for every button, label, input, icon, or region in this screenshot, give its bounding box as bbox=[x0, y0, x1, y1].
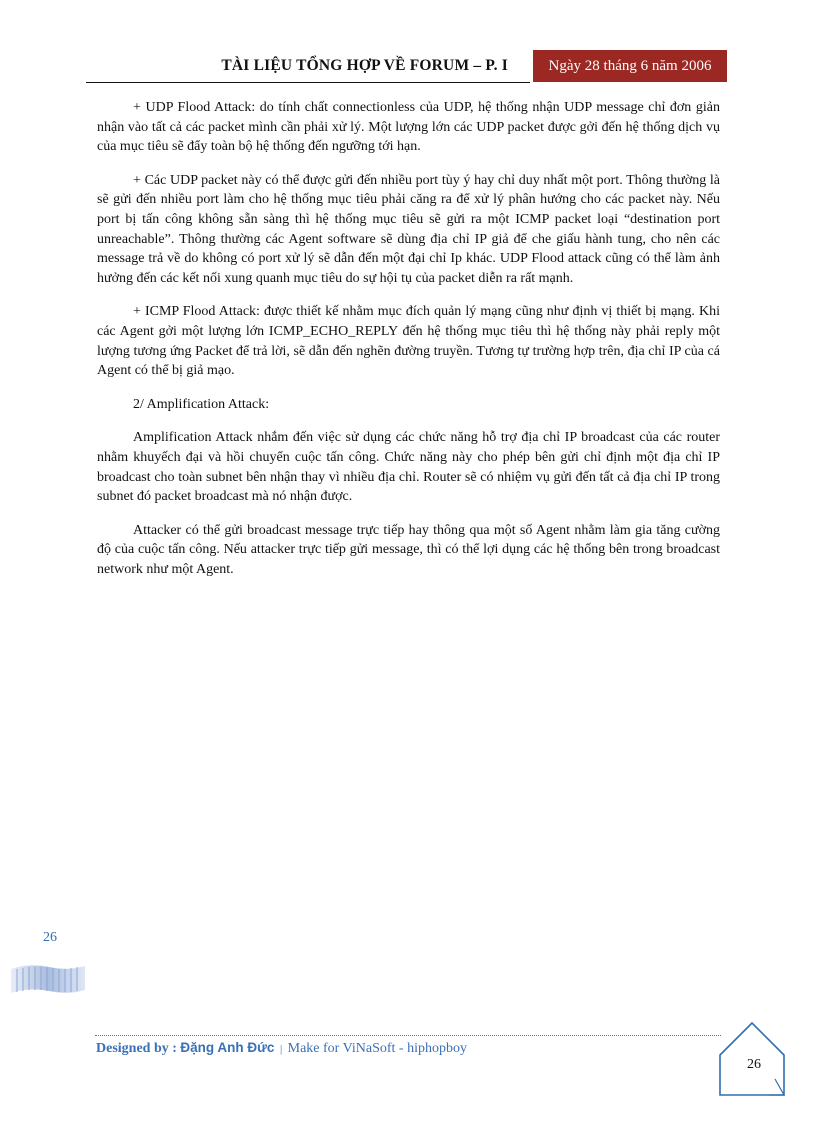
designer-name: Đặng Anh Đức bbox=[180, 1040, 275, 1055]
document-title: TÀI LIỆU TỔNG HỢP VỀ FORUM – P. I bbox=[221, 57, 508, 74]
side-page-number: 26 bbox=[43, 930, 57, 945]
footer-divider bbox=[95, 1035, 721, 1036]
header-divider bbox=[86, 82, 530, 83]
page-body bbox=[97, 98, 720, 593]
paragraph-udp-flood: + UDP Flood Attack: do tính chất connectionless của UDP, hệ thống nhận UDP message chỉ đơn giản nhận vào tất cả các packet mình cần phải xử lý. Một lượng lớn các UDP packet được gởi đến hệ thống dịch vụ của mục tiêu sẽ đẩy toàn bộ hệ thống đến ngưỡng tới hạn. bbox=[97, 100, 720, 155]
paragraph-icmp-flood: + ICMP Flood Attack: được thiết kế nhằm mục đích quản lý mạng cũng như định vị thiết bị mạng. Khi các Agent gởi một lượng lớn ICMP_ECHO_REPLY đến hệ thống mục tiêu thì hệ thống này phải reply một lượng tương ứng Packet để trả lời, sẽ dẫn đến nghẽn đường truyền. Tương tự trường hợp trên, địa chỉ IP của cá Agent có thể bị giả mạo. bbox=[97, 304, 720, 379]
section-heading-amplification: 2/ Amplification Attack: bbox=[133, 396, 270, 412]
designer-label: Designed by : bbox=[96, 1041, 181, 1056]
date-banner: Ngày 28 tháng 6 năm 2006 bbox=[533, 50, 727, 82]
footer-page-number: 26 bbox=[747, 1057, 761, 1072]
paragraph-attacker-broadcast: Attacker có thể gửi broadcast message trực tiếp hay thông qua một số Agent nhằm làm gia tăng cường độ của cuộc tấn công. Nếu attacker trực tiếp gửi message, thì có thể lợi dụng các hệ thống bên trong broadcast network như một Agent. bbox=[97, 522, 720, 577]
book-edge-graphic bbox=[9, 963, 87, 996]
footer-credits bbox=[96, 1040, 467, 1057]
footer-credit-text: Make for ViNaSoft - hiphopboy bbox=[284, 1041, 467, 1056]
footer-separator: | bbox=[279, 1043, 283, 1055]
paragraph-amplification: Amplification Attack nhắm đến việc sử dụng các chức năng hỗ trợ địa chỉ IP broadcast của các router nhằm khuyếch đại và hồi chuyển cuộc tấn công. Chức năng này cho phép bên gửi chỉ định một địa chỉ IP broadcast cho toàn subnet bên nhận thay vì nhiều địa chỉ. Router sẽ có nhiệm vụ gửi đến tất cả địa chỉ IP trong subnet đó packet broadcast mà nó nhận được. bbox=[97, 430, 720, 505]
paragraph-udp-ports: + Các UDP packet này có thể được gửi đến nhiều port tùy ý hay chỉ duy nhất một port. Thông thường là sẽ gửi đến nhiều port làm cho hệ thống mục tiêu phải căng ra để xử lý phân hướng cho các packet này. Nếu port bị tấn công không sẵn sàng thì hệ thống mục tiêu sẽ gửi ra một ICMP packet loại “destination port unreachable”. Thông thường các Agent software sẽ dùng địa chỉ IP giả để che giấu hành tung, cho nên các message trả về do không có port xử lý sẽ dẫn đến một đại chỉ Ip khác. UDP Flood attack cũng có thể làm ảnh hưởng đến các kết nối xung quanh mục tiêu do sự hội tụ của packet diễn ra rất mạnh. bbox=[97, 172, 720, 286]
